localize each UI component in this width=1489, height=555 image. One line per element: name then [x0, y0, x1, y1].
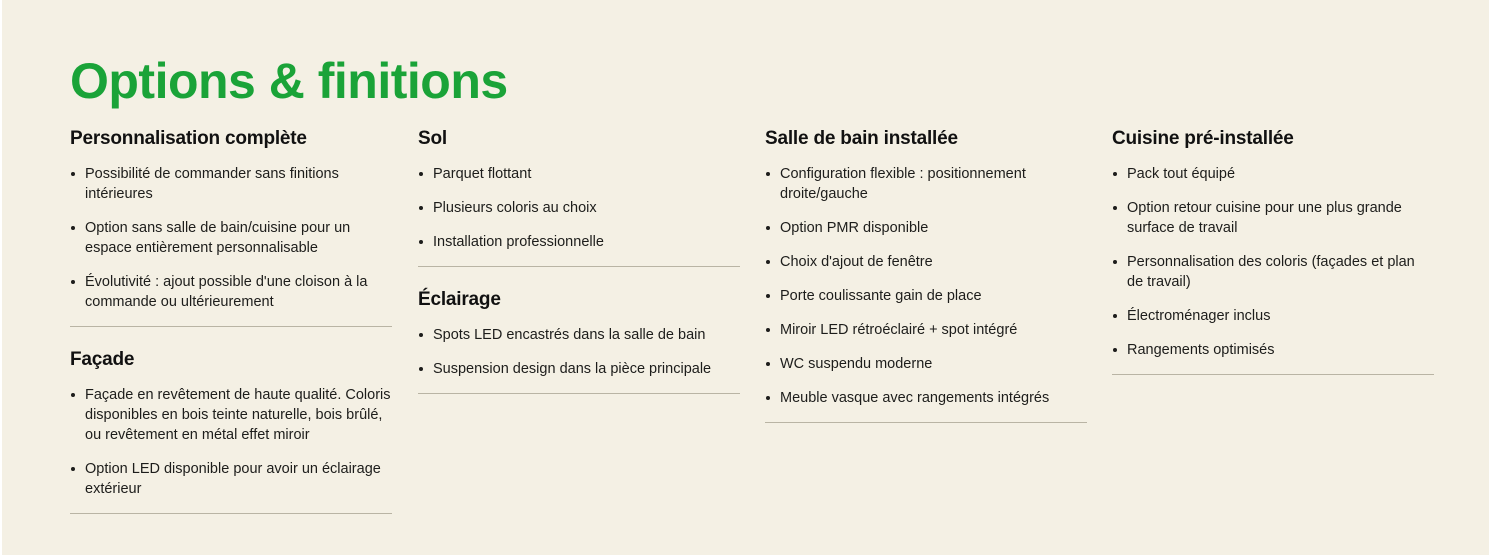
section-divider	[70, 326, 392, 327]
list-item: Suspension design dans la pièce principale	[418, 359, 740, 379]
section-title: Sol	[418, 128, 447, 149]
list-item: Miroir LED rétroéclairé + spot intégré	[765, 320, 1087, 340]
list-item: Rangements optimisés	[1112, 340, 1434, 360]
section-eclairage	[418, 289, 740, 394]
section-salle-de-bain-installee	[765, 128, 1087, 423]
left-edge-rule	[0, 0, 2, 555]
section-title: Salle de bain installée	[765, 128, 958, 149]
section-item-list	[418, 164, 740, 252]
column-1	[70, 128, 392, 514]
page-title: Options & finitions	[70, 52, 508, 109]
list-item: Personnalisation des coloris (façades et plan de travail)	[1112, 252, 1434, 292]
list-item: Option sans salle de bain/cuisine pour un espace entièrement personnalisable	[70, 218, 392, 258]
section-item-list	[765, 164, 1087, 408]
list-item: Choix d'ajout de fenêtre	[765, 252, 1087, 272]
section-title: Cuisine pré-installée	[1112, 128, 1294, 149]
list-item: Option retour cuisine pour une plus grande surface de travail	[1112, 198, 1434, 238]
column-3	[765, 128, 1087, 423]
list-item: Électroménager inclus	[1112, 306, 1434, 326]
list-item: Option LED disponible pour avoir un éclairage extérieur	[70, 459, 392, 499]
section-item-list	[70, 385, 392, 499]
list-item: Installation professionnelle	[418, 232, 740, 252]
column-2	[418, 128, 740, 394]
list-item: WC suspendu moderne	[765, 354, 1087, 374]
section-divider	[70, 513, 392, 514]
section-cuisine-pre-installee	[1112, 128, 1434, 375]
section-item-list	[1112, 164, 1434, 360]
section-divider	[418, 393, 740, 394]
section-divider	[418, 266, 740, 267]
list-item: Spots LED encastrés dans la salle de bain	[418, 325, 740, 345]
list-item: Porte coulissante gain de place	[765, 286, 1087, 306]
list-item: Plusieurs coloris au choix	[418, 198, 740, 218]
list-item: Configuration flexible : positionnement droite/gauche	[765, 164, 1087, 204]
section-personnalisation-complete	[70, 128, 392, 327]
section-divider	[1112, 374, 1434, 375]
list-item: Meuble vasque avec rangements intégrés	[765, 388, 1087, 408]
list-item: Option PMR disponible	[765, 218, 1087, 238]
section-divider	[765, 422, 1087, 423]
section-title: Façade	[70, 349, 135, 370]
section-facade	[70, 349, 392, 514]
column-4	[1112, 128, 1434, 375]
section-item-list	[70, 164, 392, 312]
list-item: Parquet flottant	[418, 164, 740, 184]
section-sol	[418, 128, 740, 267]
section-title: Personnalisation complète	[70, 128, 307, 149]
list-item: Évolutivité : ajout possible d'une cloison à la commande ou ultérieurement	[70, 272, 392, 312]
list-item: Possibilité de commander sans finitions intérieures	[70, 164, 392, 204]
list-item: Pack tout équipé	[1112, 164, 1434, 184]
list-item: Façade en revêtement de haute qualité. Coloris disponibles en bois teinte naturelle, bois brûlé, ou revêtement en métal effet miroir	[70, 385, 392, 445]
section-title: Éclairage	[418, 289, 501, 310]
section-item-list	[418, 325, 740, 379]
